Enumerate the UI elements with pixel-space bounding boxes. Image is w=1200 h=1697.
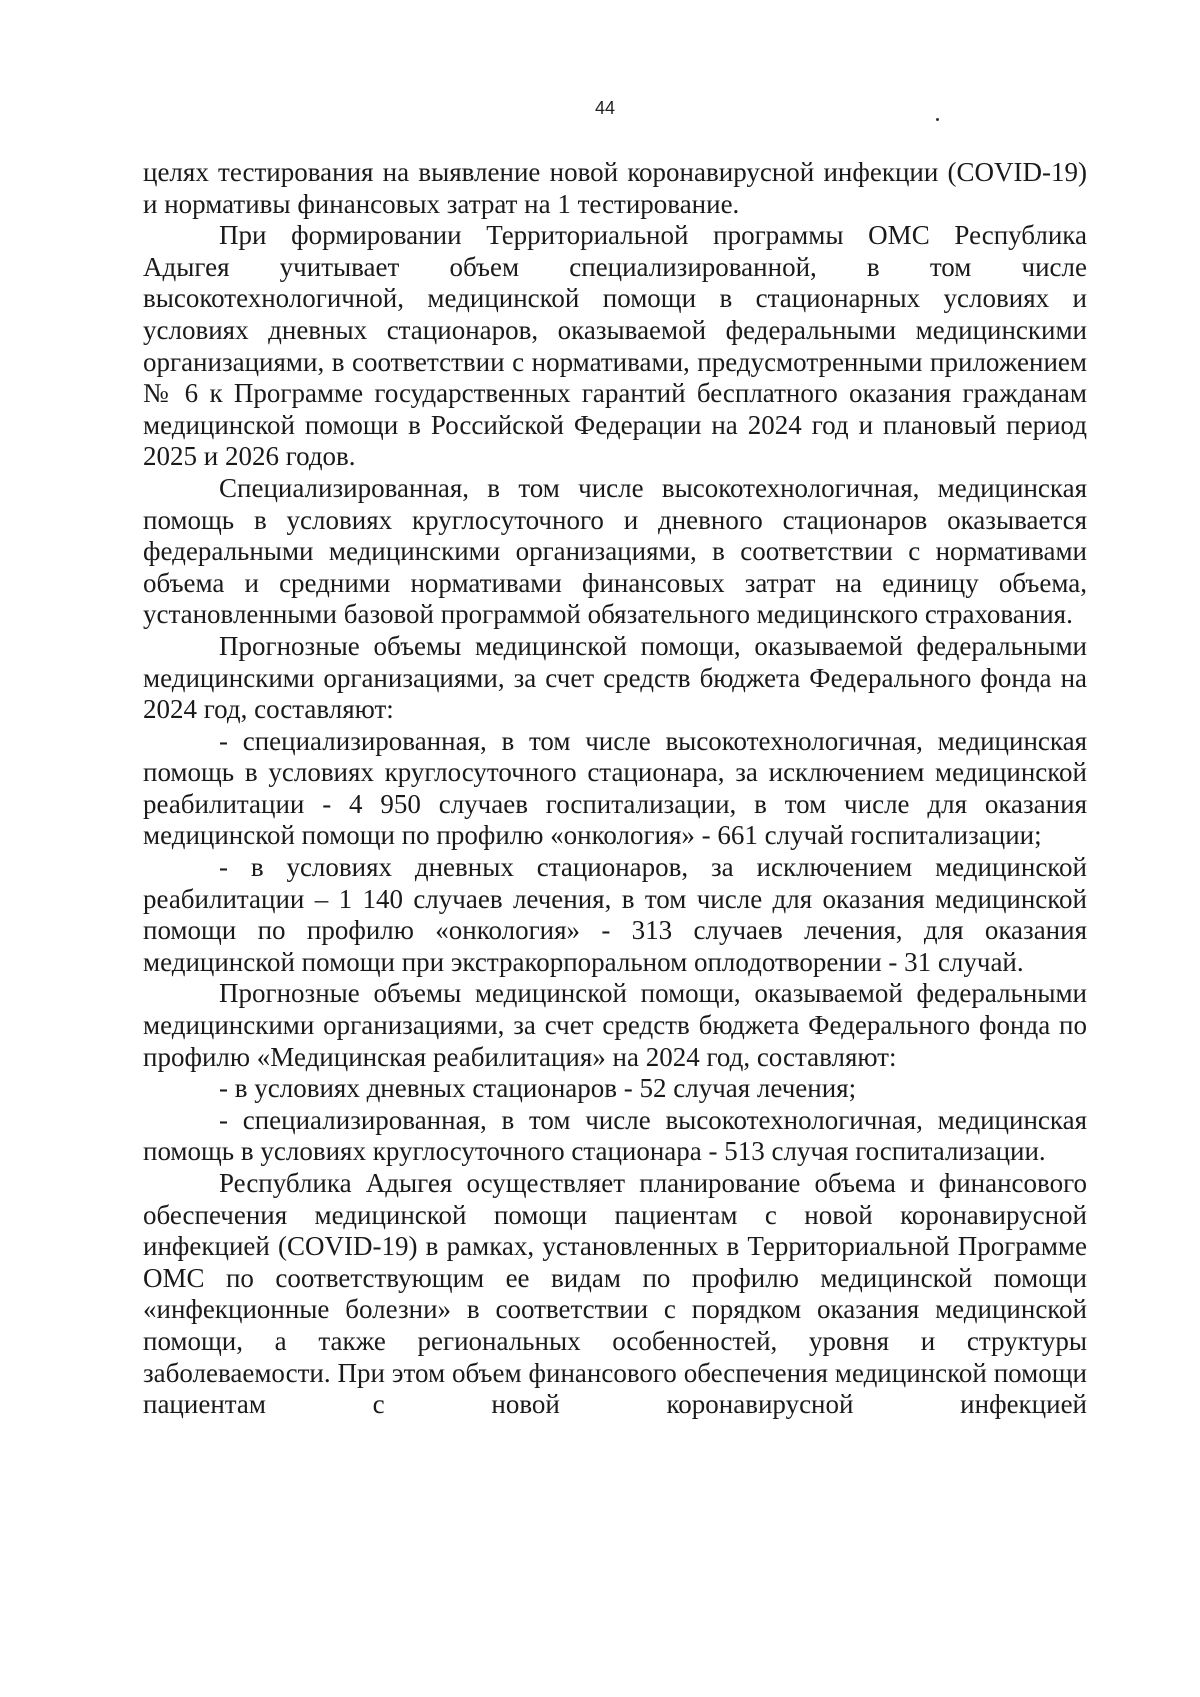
list-item-rehab-day-hospital: - в условиях дневных стационаров - 52 случая лечения;: [219, 1073, 857, 1104]
paragraph-forecast-volumes: Прогнозные объемы медицинской помощи, оказываемой федеральными медицинскими организациями, за счет средств бюджета Федерального фонда на 2024 год, составляют:: [143, 630, 1087, 725]
list-item-rehab-round-the-clock: - специализированная, в том числе высокотехнологичная, медицинская помощь в условиях круглосуточного стационара - 513 случая госпитализации.: [143, 1104, 1087, 1167]
paragraph-forecast-rehabilitation: Прогнозные объемы медицинской помощи, оказываемой федеральными медицинскими организациями, за счет средств бюджета Федерального фонда по профилю «Медицинская реабилитация» на 2024 год, составляют:: [143, 978, 1087, 1072]
list-item-day-hospital: - в условиях дневных стационаров, за исключением медицинской реабилитации – 1 140 случаев лечения, в том числе для оказания медицинской помощи по профилю «онкология» - 313 случаев лечения, для оказания медицинской помощи при экстракорпоральном оплодотворении - 31 случай.: [143, 852, 1087, 977]
paragraph-territorial-program: При формировании Территориальной программы ОМС Республика Адыгея учитывает объем специализированной, в том числе высокотехнологичной, медицинской помощи в стационарных условиях и условиях дневных стационаров, оказываемой федеральными медицинскими организациями, в соответствии с нормативами, предусмотренными приложением № 6 к Программе государственных гарантий бесплатного оказания гражданам медицинской помощи в Российской Федерации на 2024 год и плановый период 2025 и 2026 годов.: [143, 220, 1087, 472]
scan-speck: [936, 118, 939, 121]
page-number: 44: [594, 98, 616, 118]
paragraph-covid-planning: Республика Адыгея осуществляет планирование объема и финансового обеспечения медицинской помощи пациентам с новой коронавирусной инфекцией (COVID-19) в рамках, установленных в Территориальной Программе ОМС по соответствующим ее видам по профилю медицинской помощи «инфекционные болезни» в соответствии с порядком оказания медицинской помощи, а также региональных особенностей, уровня и структуры заболеваемости. При этом объем финансового обеспечения медицинской помощи пациентам с новой коронавирусной инфекцией: [143, 1168, 1087, 1420]
paragraph-specialized-care: Специализированная, в том числе высокотехнологичная, медицинская помощь в условиях круглосуточного и дневного стационаров оказывается федеральными медицинскими организациями, в соответствии с нормативами объема и средними нормативами финансовых затрат на единицу объема, установленными базовой программой обязательного медицинского страхования.: [143, 472, 1087, 630]
list-item-round-the-clock: - специализированная, в том числе высокотехнологичная, медицинская помощь в условиях круглосуточного стационара, за исключением медицинской реабилитации - 4 950 случаев госпитализации, в том числе для оказания медицинской помощи по профилю «онкология» - 661 случай госпитализации;: [143, 725, 1087, 851]
document-body: [143, 157, 1087, 1421]
paragraph-covid-testing: целях тестирования на выявление новой коронавирусной инфекции (COVID-19) и нормативы финансовых затрат на 1 тестирование.: [143, 157, 1087, 219]
